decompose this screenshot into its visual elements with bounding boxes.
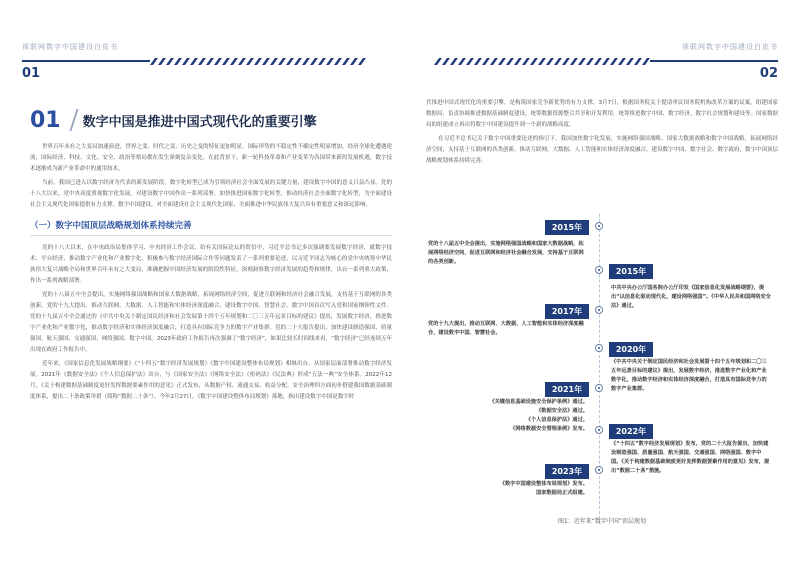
section-heading	[30, 108, 392, 132]
header-title-right: 视联网数字中国建设白皮书	[682, 43, 778, 51]
page-number-right: 02	[759, 66, 778, 81]
timeline-dot	[595, 466, 603, 474]
timeline-event: 党的十九大提出，推动互联网、大数据、人工智能和实体经济深度融合，建设数字中国、智慧社会。	[428, 321, 584, 336]
timeline-event: 党的十八届五中全会提出，实施网络强国战略和国家大数据战略，拓展网络经济空间，促进互联网和经济社会融合发展，支持基于互联网的各类创新。	[428, 241, 584, 265]
left-page-content	[30, 108, 392, 406]
timeline-axis	[599, 214, 600, 524]
header-stripes-left	[150, 58, 370, 65]
timeline-event: 国家数据局正式组建。	[536, 490, 588, 496]
timeline-event-list	[428, 480, 588, 498]
page-number-left: 01	[22, 66, 41, 81]
timeline-event: 《“十四五”数字经济发展规划》发布。党的二十大报告提出，加快建设制造强国、质量强国、航天强国、交通强国、网络强国、数字中国。《关于构建数据基础制度更好发挥数据要素作用的意见》发布，提出“数据二十条”措施。	[611, 441, 770, 474]
timeline-dot	[595, 306, 603, 314]
year-label: 2015年	[545, 220, 589, 235]
subsection-title: （一）数字中国顶层战略规划体系持续完善	[30, 219, 392, 236]
timeline-dot	[595, 222, 603, 230]
intro-paragraph: 世界百年未有之大变局加速演进，世界之变、时代之变、历史之变的特征更加明显，国际形势的不稳定性不确定性明显增加，经济全球化遭遇逆流，国际经济、科技、文化、安全、政治等格局都在发生深刻复杂变化。在此背景下，新一轮科技革命和产业变革为各国带来新的发展机遇，数字技术逐渐成为新产业革命中的通用技术。	[30, 144, 392, 172]
header-stripes-right	[430, 58, 650, 65]
slash-decoration	[59, 109, 78, 131]
year-label: 2022年	[609, 424, 653, 439]
timeline-dot	[595, 384, 603, 392]
timeline-event: 中共中央办公厅国务院办公厅印发《国家信息化发展战略纲要》，提出“以信息化驱动现代化，建设网络强国”。《中华人民共和国网络安全法》通过。	[611, 285, 771, 309]
right-page-content	[426, 98, 778, 170]
year-label: 2017年	[545, 304, 589, 319]
page-header	[0, 0, 800, 60]
figure-caption: 图1：近年来“数字中国”顶层规划	[557, 518, 647, 525]
timeline-dot	[595, 344, 603, 352]
timeline-event: 《数字中国建设整体布局规划》发布。	[499, 481, 588, 487]
header-rule-right	[650, 60, 778, 62]
timeline-dot	[595, 266, 603, 274]
body-paragraph: 党的十八大以来，在中央政治局集体学习、中央经济工作会议、给有关国际论坛的贺信中，习近平总书记多次强调要发展数字经济，就数字技术、平台经济、推动数字产业化和产业数字化、积极参与数字经济国际合作等问题发表了一系列重要论述，以习近平同志为核心的党中央统筹中华民族伟大复兴战略全局和世界百年未有之大变局，准确把握中国经济发展的阶段性特征，深刻洞察数字经济发展的趋势和规律，出台一系列重大政策，作出一系列战略部署。	[30, 245, 392, 284]
timeline-event: 《中共中央关于制定国民经济和社会发展第十四个五年规划和二〇三五年远景目标的建议》提出，发展数字经济，推进数字产业化和产业数字化，推动数字经济和实体经济深度融合，打造具有国际竞争力的数字产业集群。	[611, 359, 767, 392]
year-label: 2015年	[609, 264, 653, 279]
year-label: 2020年	[609, 342, 653, 357]
section-number: 01	[30, 107, 61, 133]
year-label: 2023年	[545, 464, 589, 479]
body-paragraph: 代推进中国式现代化的重要引擎，是构筑国家竞争新优势的有力支撑。3月7日，根据国务院关于提请审议国务院机构改革方案的议案，组建国家数据局，负责协调推进数据基础制度建设，统筹数据资源整合共享和开发利用，统筹推进数字中国、数字经济、数字社会规划和建设等。国家数据局的组建成立再次将数字中国建设提升到一个新的战略高度。	[426, 100, 779, 128]
section-title: 数字中国是推进中国式现代化的重要引擎	[82, 114, 317, 130]
timeline-event: 《网络数据安全管理条例》发布。	[510, 426, 588, 432]
timeline-event: 《个人信息保护法》通过。	[525, 417, 588, 423]
intro-paragraph: 当前，我国已进入以数字经济为代表的新发展阶段，数字化转型已成为引领经济社会全面发展的关键力量，建设数字中国的意义日益凸显。党的十八大以来，党中央高度重视数字化发展，对建设数字中国作出一系列部署，加快推进国家数字化转型，推动经济社会全面数字化转型，为全面建设社会主义现代化国家提供有力支撑。数字中国建设，对全面建设社会主义现代化国家、全面推进中华民族伟大复兴具有重要意义和深远影响。	[30, 180, 392, 208]
policy-timeline	[424, 214, 774, 524]
body-paragraph: 近年来，《国家信息化发展战略纲要》《“十四五”数字经济发展规划》《数字中国建设整体布局规划》相继出台，从国家层面部署推动数字经济发展。2021年《数据安全法》《个人信息保护法》出台，与《国家安全法》《网络安全法》《密码法》《民法典》形成“五法一典”安全体系。2022年12月，《关于构建数据基础制度更好发挥数据要素作用的意见》正式发布，从数据产权、流通交易、收益分配、安全治理四方面初步搭建我国数据基础制度体系，提出二十条政策举措（简称“数据二十条”）。今年2月27日，《数字中国建设整体布局规划》落地，指出建设数字中国是数字时	[30, 361, 392, 400]
timeline-event-list	[428, 398, 588, 434]
year-label: 2021年	[545, 382, 589, 397]
timeline-event: 《数据安全法》通过。	[536, 408, 588, 414]
timeline-dot	[595, 426, 603, 434]
body-paragraph: 在习近平总书记关于数字中国重要论述的指引下，我国加快数字化发展，实施网络强国战略、国家大数据战略和数字中国战略，拓展网络经济空间，支持基于互联网的各类创新，推动互联网、大数据、人工智能和实体经济深度融合，建设数字中国、数字社会、数字政府，数字中国顶层战略规划体系持续完善。	[426, 136, 779, 164]
body-paragraph: 党的十八届五中全会提出，实施网络强国战略和国家大数据战略，拓展网络经济空间，促进互联网和经济社会融合发展，支持基于互联网的各类创新。党的十九大提出，推动互联网、大数据、人工智能和实体经济深度融合，建设数字中国、智慧社会。数字中国首次写入党和国家纲领性文件。党的十九届五中全会通过的《中共中央关于制定国民经济和社会发展第十四个五年规划和二〇三五年远景目标的建议》提出，发展数字经济，推进数字产业化和产业数字化，推动数字经济和实体经济深度融合，打造具有国际竞争力的数字产业集群。党的二十大报告提出，加快建设制造强国、质量强国、航天强国、交通强国、网络强国、数字中国。2023年政府工作报告再次强调了“数字经济”，如果比较长时间线来看，“数字经济”已经连续五年出现在政府工作报告中。	[30, 292, 392, 353]
header-title-left: 视联网数字中国建设白皮书	[22, 43, 118, 51]
timeline-event: 《关键信息基础设施安全保护条例》通过。	[489, 399, 588, 405]
header-rule-left	[22, 60, 150, 62]
